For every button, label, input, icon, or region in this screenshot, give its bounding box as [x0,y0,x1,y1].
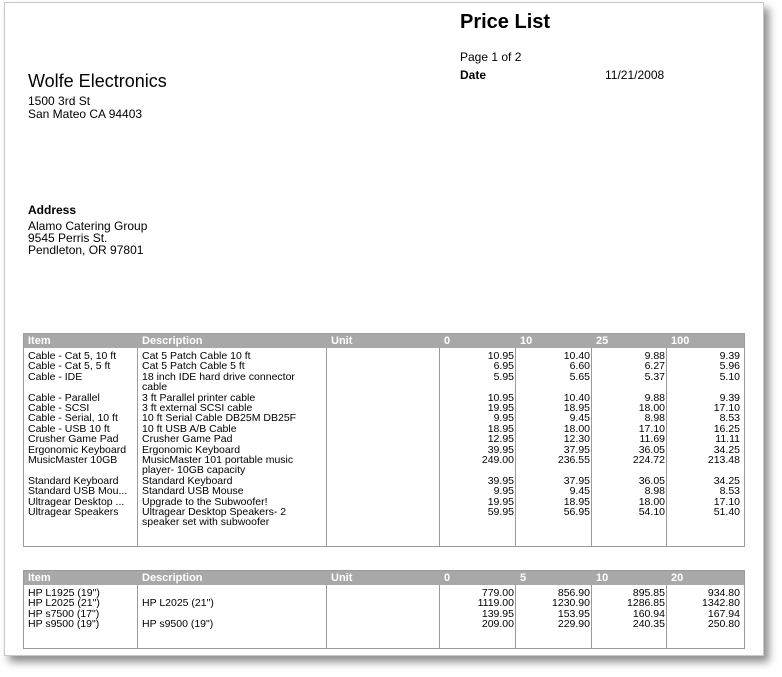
cell-price-2: 6.60 [569,360,590,373]
table-row [24,393,744,403]
cell-description: Cat 5 Patch Cable 10 ft [142,350,251,362]
table-row [24,497,744,507]
page-title: Price List [460,11,551,33]
cell-item: Cable - IDE [28,371,83,383]
cell-description: HP L2025 (21") [142,597,214,610]
cell-price-2: 9.45 [569,412,590,425]
cell-price-1: 10.95 [487,391,514,404]
cell-price-3: 5.37 [644,370,665,383]
cell-item: Crusher Game Pad [28,434,119,445]
table-row [24,351,744,361]
company-address [28,95,142,121]
address-line-1: Alamo Catering Group [28,219,148,233]
cell-price-1: 59.95 [487,505,514,518]
cell-description: Ultragear Desktop Speakers- 2 speaker set with subwoofer [142,505,287,529]
cell-item: HP L1925 (19") [28,588,100,599]
table-rows [24,588,744,630]
cell-price-3: 224.72 [632,453,665,466]
cell-price-2: 37.95 [563,474,590,487]
cell-price-4: 5.10 [719,370,740,383]
cell-description: 3 ft external SCSI cable [142,401,253,414]
cell-price-2: 229.90 [557,618,590,631]
cell-description: Crusher Game Pad [142,433,233,446]
cell-price-1: 18.95 [487,422,514,435]
cell-description: 10 ft Serial Cable DB25M DB25F [142,412,297,425]
cell-price-3: 895.85 [632,587,665,599]
cell-price-3: 36.05 [638,443,665,456]
cell-price-2: 1230.90 [552,597,590,610]
header-description: Description [142,335,203,347]
cell-item: Ultragear Desktop ... [28,496,125,507]
price-table-1 [23,333,745,547]
cell-price-1: 209.00 [481,618,514,631]
table-body [24,348,744,546]
cell-item: Cable - Serial, 10 ft [28,413,118,424]
cell-price-3: 54.10 [638,505,665,518]
cell-price-1: 9.95 [493,485,514,498]
cell-price-1: 39.95 [487,443,514,456]
cell-description: Upgrade to the Subwoofer! [142,495,268,508]
cell-price-2: 10.40 [563,350,590,362]
table-header [24,334,744,348]
cell-price-1: 1119.00 [477,597,514,610]
cell-price-1: 779.00 [481,587,514,599]
cell-price-1: 19.95 [487,401,514,414]
table-row [24,507,744,528]
cell-price-2: 5.65 [569,370,590,383]
cell-price-2: 37.95 [563,443,590,456]
cell-description: Standard USB Mouse [142,485,244,498]
cell-item: Ultragear Speakers [28,506,119,518]
cell-price-3: 9.88 [644,391,665,404]
cell-price-4: 9.39 [719,391,740,404]
cell-price-3: 17.10 [638,422,665,435]
cell-item: HP s9500 (19") [28,619,100,630]
table-row [24,486,744,496]
cell-item: Cable - Parallel [28,392,100,403]
cell-item: HP L2025 (21") [28,598,100,609]
cell-price-2: 236.55 [557,453,590,466]
address-line-2: 9545 Perris St. [28,231,108,245]
cell-item: Standard Keyboard [28,475,119,487]
cell-price-3: 240.35 [632,618,665,631]
table-row [24,372,744,393]
cell-item: Cable - SCSI [28,402,90,414]
cell-description: 3 ft Parallel printer cable [142,391,256,404]
price-list-page [4,2,764,656]
cell-price-1: 249.00 [481,453,514,466]
cell-description: HP s9500 (19") [142,618,214,631]
cell-price-4: 1342.80 [702,597,740,610]
header-qty-100: 100 [671,335,690,347]
cell-price-3: 6.27 [644,360,665,373]
cell-price-1: 9.95 [493,412,514,425]
cell-item: HP s7500 (17") [28,608,100,620]
cell-price-3: 18.00 [638,495,665,508]
cell-price-3: 18.00 [638,401,665,414]
table-body [24,585,744,648]
cell-price-3: 36.05 [638,474,665,487]
cell-price-2: 18.95 [563,401,590,414]
cell-price-1: 19.95 [487,495,514,508]
cell-description: 18 inch IDE hard drive connector cable [142,370,295,394]
cell-description: Ergonomic Keyboard [142,443,241,456]
table-row [24,413,744,423]
cell-price-4: 213.48 [707,453,740,466]
cell-price-2: 153.95 [557,607,590,620]
cell-price-4: 17.10 [713,401,740,414]
header-qty-25: 25 [596,335,609,347]
cell-price-3: 8.98 [644,485,665,498]
cell-price-2: 56.95 [563,505,590,518]
cell-price-2: 10.40 [563,391,590,404]
cell-price-4: 8.53 [719,412,740,425]
cell-price-2: 9.45 [569,485,590,498]
company-street: 1500 3rd St [28,94,91,108]
header-qty-20: 20 [671,572,684,584]
table-row [24,619,744,629]
company-city: San Mateo CA 94403 [28,107,143,121]
header-unit: Unit [331,335,353,347]
cell-price-3: 8.98 [644,412,665,425]
header-qty-0: 0 [444,572,451,584]
cell-price-1: 12.95 [487,433,514,446]
header-qty-0: 0 [444,335,451,347]
company-name: Wolfe Electronics [28,71,167,91]
header-description: Description [142,572,203,584]
cell-price-2: 856.90 [557,587,590,599]
cell-price-1: 39.95 [487,474,514,487]
customer-address [28,220,147,256]
cell-item: Standard USB Mou... [28,486,128,497]
cell-price-2: 18.95 [563,495,590,508]
cell-price-2: 12.30 [563,433,590,446]
header-item: Item [28,335,51,347]
cell-price-1: 6.95 [493,360,514,373]
cell-price-4: 51.40 [713,505,740,518]
cell-price-4: 34.25 [713,443,740,456]
table-row [24,424,744,434]
header-item: Item [28,572,51,584]
cell-price-4: 250.80 [707,618,740,631]
cell-item: Cable - USB 10 ft [28,423,110,435]
cell-price-4: 17.10 [713,495,740,508]
cell-price-4: 34.25 [713,474,740,487]
table-row [24,455,744,476]
cell-price-2: 18.00 [563,422,590,435]
cell-description: Cat 5 Patch Cable 5 ft [142,360,245,373]
cell-price-1: 5.95 [493,370,514,383]
page-number: Page 1 of 2 [460,50,522,64]
cell-item: Cable - Cat 5, 10 ft [28,351,117,362]
price-table-2 [23,570,745,649]
address-label: Address [28,203,77,217]
cell-price-4: 167.94 [707,607,740,620]
cell-description: Standard Keyboard [142,474,233,487]
cell-price-4: 11.11 [715,433,740,446]
address-line-3: Pendleton, OR 97801 [28,243,144,257]
date-value: 11/21/2008 [605,68,665,82]
cell-price-1: 10.95 [487,350,514,362]
cell-price-3: 11.69 [639,433,665,446]
cell-price-3: 1286.85 [627,597,665,610]
header-qty-10: 10 [596,572,609,584]
cell-price-3: 160.94 [632,607,665,620]
cell-item: Ergonomic Keyboard [28,444,127,455]
header-qty-5: 5 [520,572,527,584]
cell-price-4: 16.25 [713,422,740,435]
table-header [24,571,744,585]
cell-price-3: 9.88 [644,350,665,362]
table-rows [24,351,744,528]
cell-item: Cable - Cat 5, 5 ft [28,361,111,372]
table-row [24,434,744,444]
table-row [24,361,744,371]
cell-price-4: 5.96 [719,360,740,373]
cell-price-4: 8.53 [719,485,740,498]
table-row [24,476,744,486]
cell-item: MusicMaster 10GB [28,454,118,466]
table-row [24,403,744,413]
cell-price-4: 934.80 [707,587,740,599]
cell-description: 10 ft USB A/B Cable [142,422,237,435]
cell-price-1: 139.95 [481,607,514,620]
header-qty-10: 10 [520,335,533,347]
cell-price-4: 9.39 [719,350,740,362]
header-unit: Unit [331,572,353,584]
date-label: Date [460,68,487,82]
cell-description: MusicMaster 101 portable music player- 10GB capacity [142,453,294,477]
